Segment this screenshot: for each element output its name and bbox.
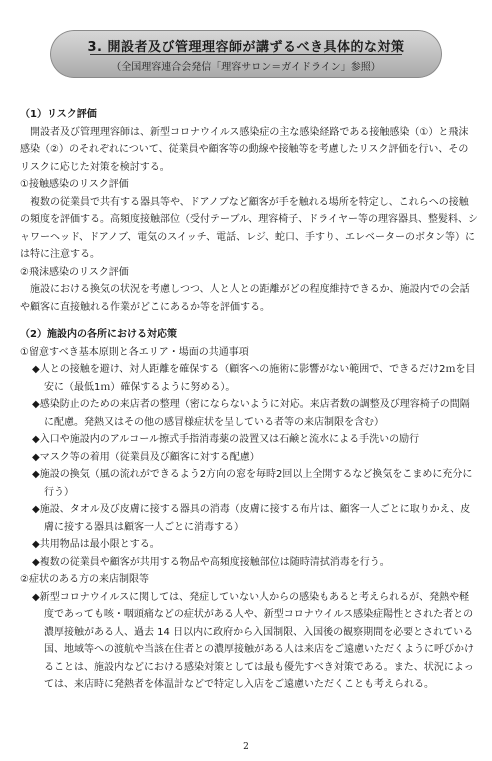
bullet-item: ◆入口や施設内のアルコール擦式手指消毒薬の設置又は石鹸と流水による手洗いの励行 [32, 434, 420, 445]
section-subtitle: （全国理容連合会発信「理容サロン＝ガイドライン」参照） [111, 62, 381, 73]
paragraph: ②飛沫感染のリスク評価 [20, 266, 129, 278]
bullet-item: ◆マスク等の着用（従業員及び顧客に対する配慮） [32, 451, 260, 463]
paragraph: ②症状のある方の来店制限等 [20, 574, 149, 585]
paragraph: （2）施設内の各所における対応策 [20, 329, 177, 340]
bullet-item: ◆感染防止のための来店者の整理（密にならないように対応。来店者数の調整及び理容椅子の間隔に配慮。発熱又はその他の感冒様症状を呈している者等の来店制限を含む） [32, 399, 470, 428]
section-title-banner [50, 30, 442, 78]
paragraph: 複数の従業員で共有する器具等や、ドアノブなど顧客が手を触れる場所を特定し、これらへの接触の頻度を評価する。高頻度接触部位（受付テーブル、理容椅子、ドライヤー等の理容器具、整髪料、シャワーヘッド、ドアノブ、電気のスイッチ、電話、レジ、蛇口、手すり、エレベーターのボタン等）には特に注意する。 [20, 196, 478, 260]
bullet-item: ◆人との接触を避け、対人距離を確保する（顧客への施術に影響がない範囲で、できるだけ2ｍを目安に（最低1ｍ）確保するように努める）。 [32, 364, 476, 393]
bullet-item: ◆新型コロナウイルスに関しては、発症していない人からの感染もあると考えられるが、発熱や軽度であっても咳・咽頭痛などの症状がある人や、新型コロナウイルス感染症陽性とされた者との濃厚接触がある人、過去 14 日以内に政府から入国制限、入国後の観察期間を必要とされている国、地域等への渡航や当該在住者との濃厚接触がある人は来店をご遠慮いただくように呼びかけることは、施設内などにおける感染対策としては最も優先すべき対策である。また、状況によっては、来店時に発熱者を体温計などで特定し入店をご遠慮いただくことも考えられる。 [32, 591, 474, 690]
bullet-item: ◆複数の従業員や顧客が共用する物品や高頻度接触部位は随時清拭消毒を行う。 [32, 556, 390, 568]
paragraph: ①接触感染のリスク評価 [20, 179, 129, 190]
paragraph: 開設者及び管理理容師は、新型コロナウイルス感染症の主な感染経路である接触感染（①）と飛沫感染（②）のそれぞれについて、従業員や顧客等の動線や接触等を考慮したリスク評価を行い、そのリスクに応じた対策を検討する。 [20, 126, 469, 173]
document-body [20, 96, 478, 694]
bullet-item: ◆施設、タオル及び皮膚に接する器具の消毒（皮膚に接する布片は、顧客一人ごとに取りかえ、皮膚に接する器具は顧客一人ごとに消毒する） [32, 504, 471, 533]
page-number: 2 [243, 742, 249, 752]
bullet-item: ◆施設の換気（風の流れができるよう2方向の窓を毎時2回以上全開するなど換気をこまめに充分に行う） [32, 469, 473, 498]
section-title: 3. 開設者及び管理理容師が講ずるべき具体的な対策 [87, 40, 405, 55]
bullet-item: ◆共用物品は最小限とする。 [32, 539, 160, 550]
paragraph: 施設における換気の状況を考慮しつつ、人と人との距離がどの程度維持できるか、施設内での会話や顧客に直接触れる作業がどこにあるか等を評価する。 [20, 284, 470, 313]
title-underline [90, 54, 402, 55]
paragraph: （1）リスク評価 [20, 109, 97, 120]
paragraph: ①留意すべき基本原則と各エリア・場面の共通事項 [20, 346, 249, 358]
